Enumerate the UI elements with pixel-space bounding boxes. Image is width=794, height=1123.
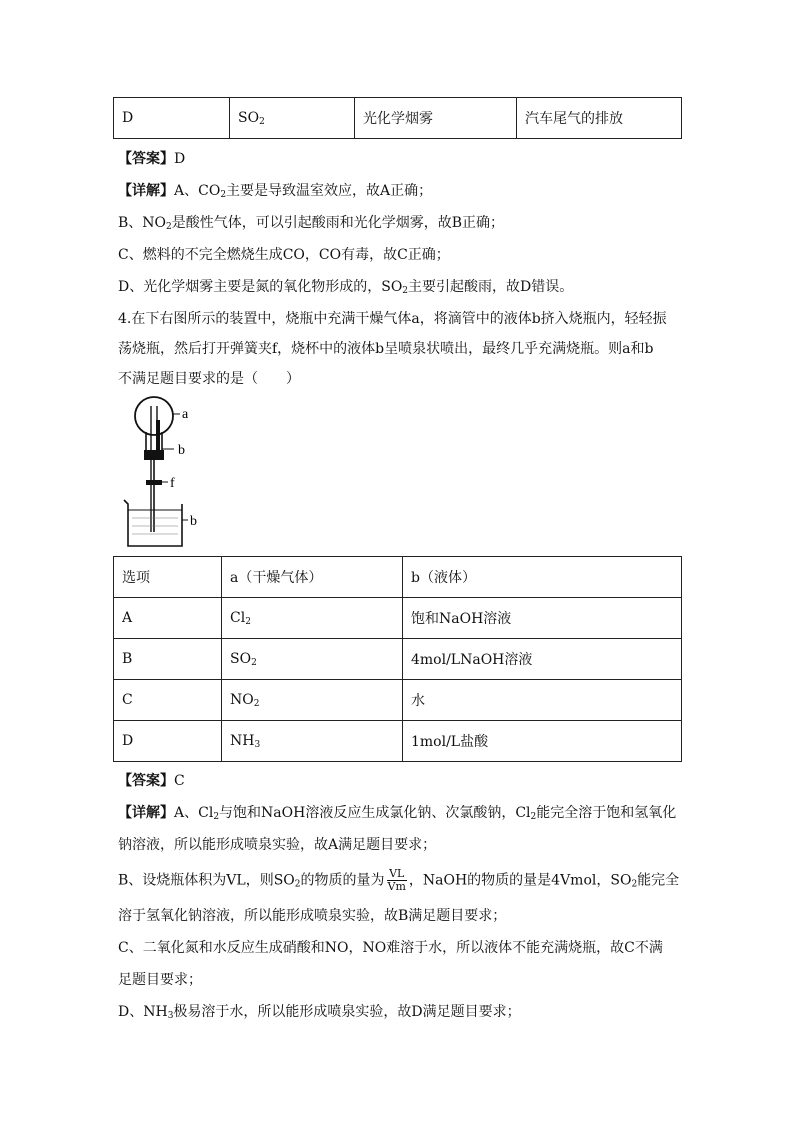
q4-detail-b-line2: 溶于氢氧化钠溶液，所以能形成喷泉实验，故B满足题目要求； xyxy=(118,908,507,924)
fountain-apparatus-diagram xyxy=(118,392,238,552)
table-cell: C xyxy=(114,680,222,721)
table-row xyxy=(114,721,682,762)
answer-label: 【答案】 xyxy=(118,773,174,789)
table-cell: 汽车尾气的排放 xyxy=(517,98,682,139)
table-cell: 水 xyxy=(403,680,682,721)
table-row xyxy=(114,680,682,721)
table-cell: $Cl_2$ xyxy=(222,598,403,639)
q4-detail-a-line2: 钠溶液，所以能形成喷泉实验，故A满足题目要求； xyxy=(118,837,437,853)
label-b-beaker: b xyxy=(190,514,197,529)
detail-label: 【详解】 xyxy=(118,805,174,821)
label-f: f xyxy=(170,476,175,491)
table-cell: A xyxy=(114,598,222,639)
q3-detail-b: B、$NO_2$是酸性气体，可以引起酸雨和光化学烟雾，故B正确； xyxy=(118,215,505,232)
table-cell: D xyxy=(114,98,230,139)
table-cell: 1mol/L盐酸 xyxy=(403,721,682,762)
table-cell: 4mol/LNaOH溶液 xyxy=(403,639,682,680)
table-header-row xyxy=(114,557,682,598)
answer-label: 【答案】 xyxy=(118,151,174,167)
top-table xyxy=(113,97,682,139)
table-cell: B xyxy=(114,639,222,680)
q4-answer xyxy=(118,770,185,790)
q3-detail-c: C、燃料的不完全燃烧生成CO，CO有毒，故C正确； xyxy=(118,247,450,263)
q4-options-table xyxy=(113,556,682,762)
table-header-cell: 选项 xyxy=(114,557,222,598)
q4-detail-a-line1: 【详解】A、$Cl_2$与饱和NaOH溶液反应生成氯化钠、次氯酸钠，$Cl_2$能完全溶于饱和氢氧化 xyxy=(118,805,677,822)
table-row xyxy=(114,639,682,680)
table-header-cell: b（液体） xyxy=(403,557,682,598)
label-b-dropper: b xyxy=(178,443,185,458)
q4-stem-line: 荡烧瓶，然后打开弹簧夹f，烧杯中的液体b呈喷泉状喷出，最终几乎充满烧瓶。则a和b xyxy=(118,341,654,357)
table-row xyxy=(114,598,682,639)
answer-value: D xyxy=(174,151,186,167)
q3-detail-d: D、光化学烟雾主要是氮的氧化物形成的，$SO_2$主要引起酸雨，故D错误。 xyxy=(118,279,574,296)
table-header-cell: a（干燥气体） xyxy=(222,557,403,598)
table-cell: $SO_2$ xyxy=(230,98,355,139)
q4-detail-d: D、$NH_3$极易溶于水，所以能形成喷泉实验，故D满足题目要求； xyxy=(118,1004,521,1021)
table-cell: $SO_2$ xyxy=(222,639,403,680)
label-a: a xyxy=(182,407,189,422)
table-cell: 饱和NaOH溶液 xyxy=(403,598,682,639)
q4-stem-line: 不满足题目要求的是（ ） xyxy=(118,371,300,387)
table-row xyxy=(114,98,682,139)
table-cell: D xyxy=(114,721,222,762)
q4-stem-line: 4.在下右图所示的装置中，烧瓶中充满干燥气体a，将滴管中的液体b挤入烧瓶内，轻轻振 xyxy=(118,311,667,327)
fraction-vl-vm: $\frac{VL}{Vm}$ xyxy=(387,867,406,893)
table-cell: $NO_2$ xyxy=(222,680,403,721)
detail-label: 【详解】 xyxy=(118,183,174,199)
q4-detail-b-line1: B、设烧瓶体积为VL，则$SO_2$的物质的量为 $\frac{VL}{Vm}$ ，NaOH的物质的量是4Vmol，$SO_2$能完全 xyxy=(118,867,680,893)
q4-detail-c-line2: 足题目要求； xyxy=(118,972,202,988)
q4-detail-c-line1: C、二氧化氮和水反应生成硝酸和NO，NO难溶于水，所以液体不能充满烧瓶，故C不满 xyxy=(118,940,663,956)
table-cell: $NH_3$ xyxy=(222,721,403,762)
table-cell: 光化学烟雾 xyxy=(355,98,517,139)
q3-answer xyxy=(118,148,185,168)
answer-value: C xyxy=(174,773,185,789)
q3-detail-a: 【详解】A、$CO_2$主要是导致温室效应，故A正确； xyxy=(118,183,433,200)
